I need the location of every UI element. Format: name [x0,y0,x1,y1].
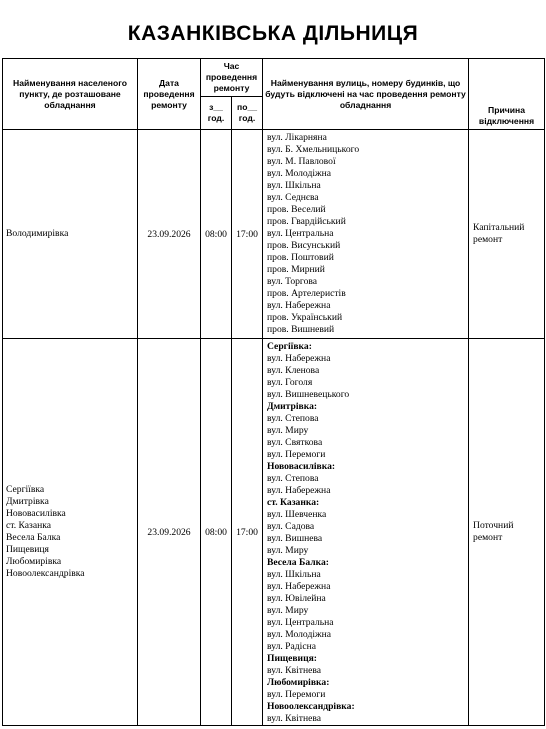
street-item: вул. Гоголя [267,377,313,388]
street-item: вул. Миру [267,545,309,556]
street-group-label: ст. Казанка: [267,497,320,508]
street-item: пров. Мирний [267,264,325,275]
locality-text: Володимирівка [6,228,69,239]
street-item: вул. Торгова [267,276,318,287]
street-item: пров. Вишневий [267,324,335,335]
outage-table [2,58,545,726]
cell-time-from: 08:00 [201,339,232,726]
street-item: вул. Набережна [267,485,331,496]
cell-locality [3,339,138,726]
street-group-label: Новоолександрівка: [267,701,355,712]
street-item: пров. Артелеристів [267,288,346,299]
cell-cause: Поточний ремонт [469,339,545,726]
street-item: вул. Миру [267,425,309,436]
cell-time-to: 17:00 [232,130,263,339]
street-item: вул. Набережна [267,300,331,311]
street-item: вул. Перемоги [267,449,326,460]
cell-locality [3,130,138,339]
cell-date: 23.09.2026 [138,339,201,726]
street-group-label: Нововасилівка: [267,461,336,472]
street-item: пров. Поштовий [267,252,334,263]
header-cause: Причина відключення [469,59,545,130]
street-item: вул. Набережна [267,353,331,364]
cell-streets [263,339,469,726]
street-item: вул. Вишнева [267,533,323,544]
street-item: вул. Степова [267,473,319,484]
street-item: вул. Степова [267,413,319,424]
street-item: вул. Центральна [267,228,334,239]
header-time: Час проведення ремонту [201,59,263,97]
street-item: вул. Молодіжна [267,168,332,179]
header-time-from: з__ год. [201,97,232,130]
street-item: вул. Святкова [267,437,323,448]
street-item: пров. Гвардійський [267,216,346,227]
street-group-label: Сергіївка: [267,341,312,352]
street-item: вул. Набережна [267,581,331,592]
street-group-label: Весела Балка: [267,557,329,568]
cell-time-to: 17:00 [232,339,263,726]
street-item: вул. Молодіжна [267,629,332,640]
street-item: вул. Седнєва [267,192,319,203]
header-streets: Найменування вулиць, номеру будинків, що будуть відключені на час проведення ремонту обладнання [263,59,469,130]
street-item: вул. Квітнева [267,713,322,724]
street-item: вул. Шкільна [267,180,321,191]
street-item: вул. Радісна [267,641,316,652]
header-locality: Найменування населеного пункту, де розташоване обладнання [3,59,138,130]
street-item: вул. Лікарняна [267,132,327,143]
street-group-label: Пищевиця: [267,653,317,664]
street-item: вул. Центральна [267,617,334,628]
page-title: КАЗАНКІВСЬКА ДІЛЬНИЦЯ [127,22,419,45]
header-date: Дата проведення ремонту [138,59,201,130]
street-item: вул. М. Павлової [267,156,336,167]
street-group-label: Дмитрівка: [267,401,318,412]
street-item: вул. Квітнева [267,665,322,676]
cell-time-from: 08:00 [201,130,232,339]
street-item: вул. Б. Хмельницького [267,144,360,155]
street-item: пров. Висунський [267,240,341,251]
street-item: вул. Миру [267,605,309,616]
cell-date: 23.09.2026 [138,130,201,339]
locality-text: Сергіївка Дмитрівка Нововасилівка ст. Казанка Весела Балка Пищевиця Любомирівка Новоолександрівка [6,484,85,579]
cell-cause: Капітальний ремонт [469,130,545,339]
street-item: вул. Перемоги [267,689,326,700]
cell-streets [263,130,469,339]
street-item: вул. Вишневецького [267,389,350,400]
street-item: вул. Садова [267,521,315,532]
street-item: вул. Кленова [267,365,320,376]
table-row [3,339,545,726]
header-time-to: по__ год. [232,97,263,130]
table-row [3,130,545,339]
street-item: пров. Веселий [267,204,326,215]
street-item: вул. Шкільна [267,569,321,580]
street-group-label: Любомирівка: [267,677,330,688]
street-item: пров. Український [267,312,343,323]
street-item: вул. Ювілейна [267,593,326,604]
street-item: вул. Шевченка [267,509,327,520]
